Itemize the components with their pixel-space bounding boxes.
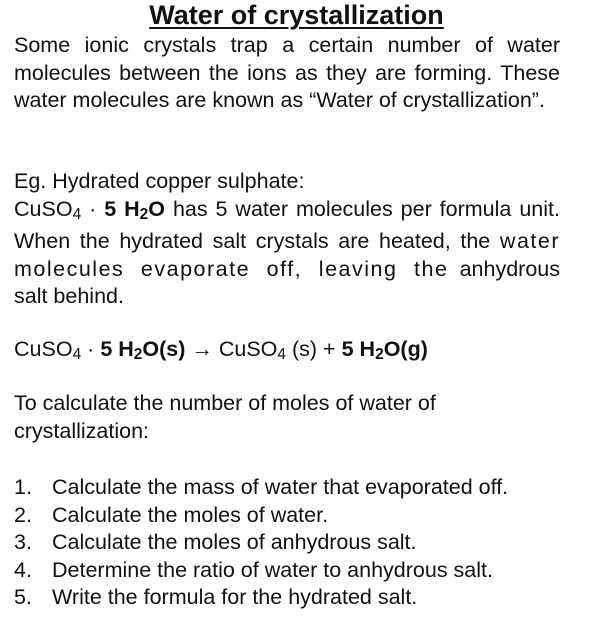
equation-lhs-water: 5 H2O(s): [100, 337, 186, 363]
page-title: Water of crystallization: [149, 0, 444, 30]
example-text-c: anhydrous salt behind.: [14, 256, 560, 309]
formula-dot: ·: [89, 196, 97, 221]
calc-intro: To calculate the number of moles of water of crystallization:: [14, 391, 436, 443]
example-text-b: water molecules evaporate off, leaving the: [14, 228, 560, 281]
list-item: 3. Calculate the moles of anhydrous salt.: [14, 530, 417, 555]
list-item: 2. Calculate the moles of water.: [14, 502, 329, 527]
example-text-a: has 5 water molecules per formula unit. When the hydrated salt crystals are heated, the: [14, 196, 560, 253]
list-item: 5. Write the formula for the hydrated salt.: [14, 585, 418, 610]
example-label: Eg. Hydrated copper sulphate:: [14, 169, 305, 193]
list-item: 1. Calculate the mass of water that evaporated off.: [14, 475, 509, 499]
formula-water: 5 H2O: [104, 196, 165, 223]
equation-rhs-water: 5 H2O(g): [341, 337, 428, 363]
example-paragraph: [14, 168, 560, 311]
steps-list: [14, 474, 574, 612]
reaction-equation: CuSO4 · 5 H2O(s) → CuSO4 (s) + 5 H2O(g): [14, 337, 428, 363]
equation-arrow: →: [191, 337, 213, 361]
formula-salt: CuSO4: [14, 196, 82, 223]
list-item: 4. Determine the ratio of water to anhydrous salt.: [14, 557, 493, 582]
intro-paragraph: Some ionic crystals trap a certain number of water molecules between the ions as they are forming. These water molecules are known as “Water of crystallization”.: [14, 33, 560, 113]
